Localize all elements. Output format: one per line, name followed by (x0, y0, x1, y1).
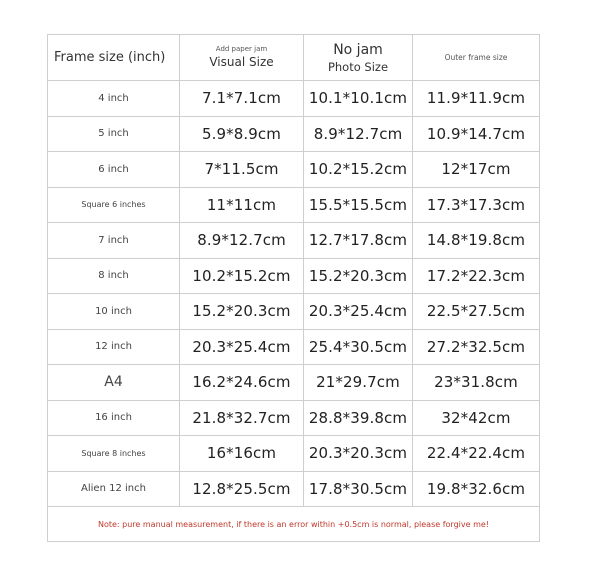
table-row (48, 81, 540, 117)
table-row (48, 223, 540, 259)
visual-size-cell: 15.2*20.3cm (180, 294, 304, 330)
frame-size-table (47, 34, 540, 542)
outer-frame-size-cell: 23*31.8cm (413, 365, 540, 401)
outer-frame-size-cell: 14.8*19.8cm (413, 223, 540, 259)
frame-size-cell: 8 inch (48, 258, 180, 294)
photo-size-cell: 15.5*15.5cm (304, 187, 413, 223)
outer-frame-size-cell: 17.2*22.3cm (413, 258, 540, 294)
table-row (48, 436, 540, 472)
header-row (48, 35, 540, 81)
table-row (48, 400, 540, 436)
photo-size-cell: 25.4*30.5cm (304, 329, 413, 365)
photo-size-cell: 10.1*10.1cm (304, 81, 413, 117)
frame-size-cell: 5 inch (48, 116, 180, 152)
visual-size-header (180, 35, 304, 81)
photo-size-cell: 15.2*20.3cm (304, 258, 413, 294)
table-row (48, 294, 540, 330)
visual-size-cell: 11*11cm (180, 187, 304, 223)
visual-size-cell: 12.8*25.5cm (180, 471, 304, 507)
visual-size-cell: 10.2*15.2cm (180, 258, 304, 294)
table-body (48, 35, 540, 542)
photo-size-cell: 12.7*17.8cm (304, 223, 413, 259)
photo-size-cell: 17.8*30.5cm (304, 471, 413, 507)
frame-size-cell: 6 inch (48, 152, 180, 188)
photo-size-label: Photo Size (327, 59, 389, 74)
photo-size-cell: 28.8*39.8cm (304, 400, 413, 436)
visual-size-cell: 20.3*25.4cm (180, 329, 304, 365)
outer-frame-size-cell: 19.8*32.6cm (413, 471, 540, 507)
visual-size-cell: 8.9*12.7cm (180, 223, 304, 259)
note-row (48, 507, 540, 542)
frame-size-cell: Square 6 inches (48, 187, 180, 223)
visual-size-cell: 7.1*7.1cm (180, 81, 304, 117)
frame-size-cell: Alien 12 inch (48, 471, 180, 507)
table-row (48, 152, 540, 188)
outer-frame-size-cell: 10.9*14.7cm (413, 116, 540, 152)
visual-size-cell: 21.8*32.7cm (180, 400, 304, 436)
photo-size-note: No jam (333, 41, 383, 58)
visual-size-cell: 16.2*24.6cm (180, 365, 304, 401)
photo-size-cell: 20.3*25.4cm (304, 294, 413, 330)
outer-frame-size-cell: 12*17cm (413, 152, 540, 188)
frame-size-cell: A4 (48, 365, 180, 401)
outer-frame-size-cell: 11.9*11.9cm (413, 81, 540, 117)
frame-size-cell: 12 inch (48, 329, 180, 365)
frame-size-cell: 16 inch (48, 400, 180, 436)
frame-size-cell: 7 inch (48, 223, 180, 259)
outer-frame-size-cell: 22.4*22.4cm (413, 436, 540, 472)
measurement-note: Note: pure manual measurement, if there is an error within +0.5cm is normal, please forgive me! (48, 507, 540, 542)
photo-size-cell: 21*29.7cm (304, 365, 413, 401)
table-row (48, 329, 540, 365)
photo-size-header (304, 35, 413, 81)
table-row (48, 471, 540, 507)
table-row (48, 187, 540, 223)
visual-size-note: Add paper jam (215, 45, 268, 53)
frame-size-cell: Square 8 inches (48, 436, 180, 472)
outer-frame-size-cell: 32*42cm (413, 400, 540, 436)
outer-frame-size-cell: 22.5*27.5cm (413, 294, 540, 330)
photo-size-cell: 10.2*15.2cm (304, 152, 413, 188)
visual-size-cell: 5.9*8.9cm (180, 116, 304, 152)
frame-size-cell: 4 inch (48, 81, 180, 117)
visual-size-label: Visual Size (209, 55, 274, 69)
outer-frame-size-cell: 17.3*17.3cm (413, 187, 540, 223)
table-row (48, 116, 540, 152)
frame-size-header: Frame size (inch) (48, 35, 180, 81)
frame-size-cell: 10 inch (48, 294, 180, 330)
photo-size-cell: 20.3*20.3cm (304, 436, 413, 472)
visual-size-cell: 7*11.5cm (180, 152, 304, 188)
table-row (48, 258, 540, 294)
visual-size-cell: 16*16cm (180, 436, 304, 472)
photo-size-cell: 8.9*12.7cm (304, 116, 413, 152)
table-row (48, 365, 540, 401)
outer-frame-size-cell: 27.2*32.5cm (413, 329, 540, 365)
outer-frame-size-header: Outer frame size (413, 35, 540, 81)
